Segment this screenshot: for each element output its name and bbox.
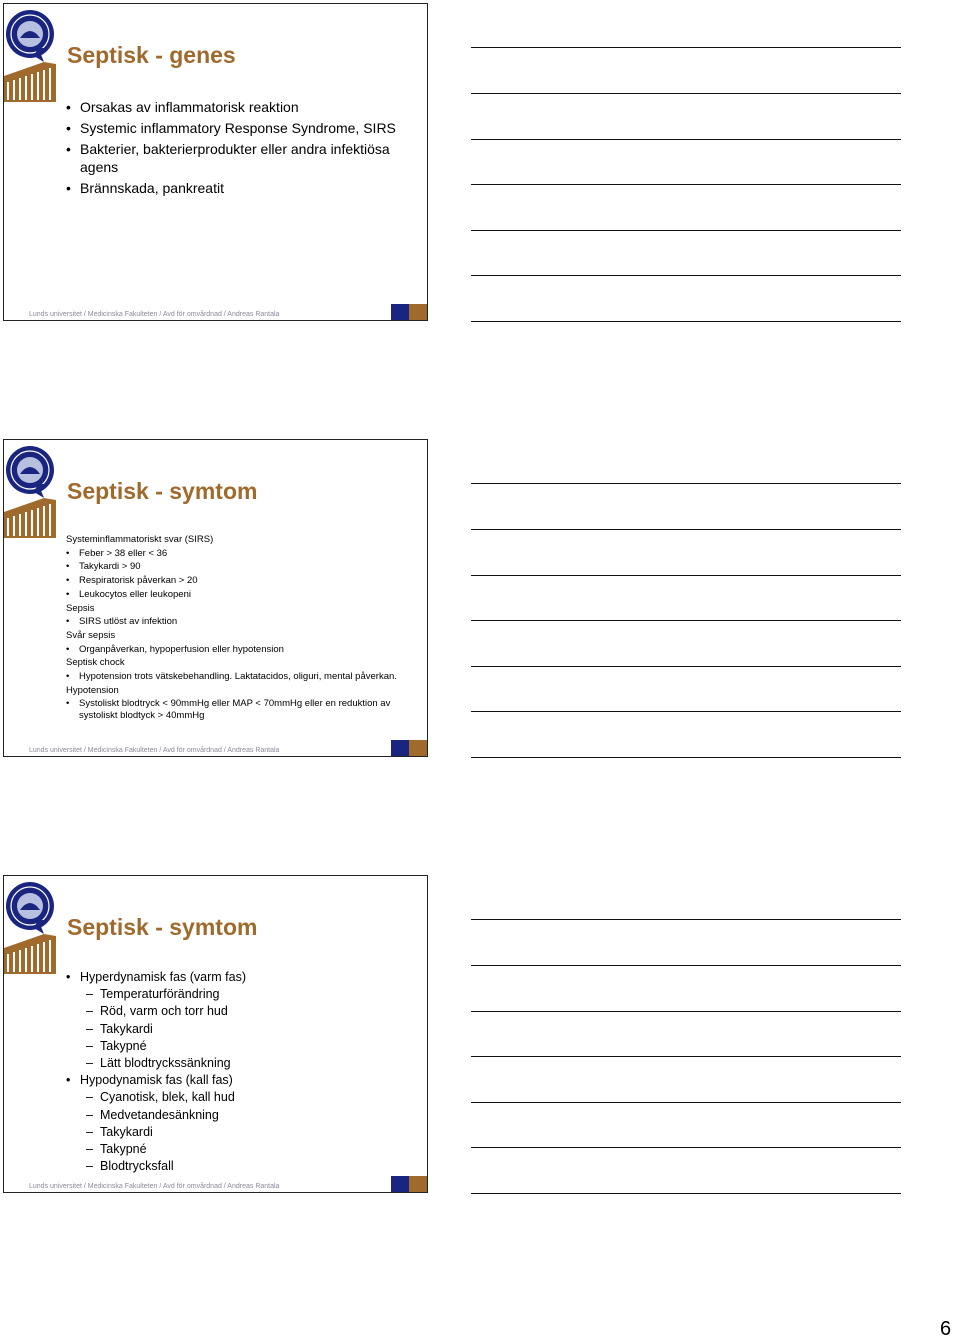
list-item: • Respiratorisk påverkan > 20 — [66, 575, 198, 587]
bullet-list — [66, 98, 411, 197]
slide-footer: Lunds universitet / Medicinska Fakulteten / Avd för omvårdnad / Andreas Rantala — [29, 747, 280, 754]
sub-list — [66, 1089, 411, 1175]
page-number: 6 — [940, 1318, 952, 1340]
section-heading: Systeminflammatoriskt svar (SIRS) — [66, 534, 214, 545]
list-item: • Orsakas av inflammatorisk reaktion — [66, 99, 299, 115]
university-seal-logo — [4, 440, 56, 540]
list-item: • Hypodynamisk fas (kall fas) — [66, 1073, 233, 1088]
slide-title: Septisk - symtom — [67, 914, 258, 940]
list-item: • Systoliskt blodtryck < 90mmHg eller MAP < 70mmHg eller en reduktion av systoliskt blodtyck > 40mmHg — [66, 698, 391, 721]
list-item: • SIRS utlöst av infektion — [66, 616, 178, 628]
sub-list-item: – Temperaturförändring — [86, 987, 220, 1002]
footer-color-blocks — [391, 740, 427, 756]
sub-list-item: – Cyanotisk, blek, kall hud — [86, 1090, 235, 1105]
sub-list-item: – Blodtrycksfall — [86, 1159, 174, 1174]
list-item: • Hypotension trots vätskebehandling. Laktatacidos, oliguri, mental påverkan. — [66, 671, 397, 683]
sub-list-item: – Röd, varm och torr hud — [86, 1004, 228, 1019]
slide-title: Septisk - genes — [67, 42, 236, 68]
list-item: • Bakterier, bakterierprodukter eller andra infektiösa agens — [66, 141, 390, 175]
slide-2 — [3, 439, 428, 757]
sub-list-item: – Takykardi — [86, 1124, 153, 1139]
list-item: • Organpåverkan, hypoperfusion eller hypotension — [66, 643, 284, 655]
sub-list-item: – Takypné — [86, 1142, 147, 1157]
list-item: • Brännskada, pankreatit — [66, 180, 224, 196]
section-heading: Hypotension — [66, 684, 119, 696]
slide-footer: Lunds universitet / Medicinska Fakulteten / Avd för omvårdnad / Andreas Rantala — [29, 1183, 280, 1190]
section-heading: Septisk chock — [66, 657, 125, 669]
slide-3 — [3, 875, 428, 1193]
footer-color-blocks — [391, 304, 427, 320]
list-item: • Feber > 38 eller < 36 — [66, 547, 168, 559]
university-seal-logo — [4, 4, 56, 104]
sub-list-item: – Lätt blodtryckssänkning — [86, 1056, 231, 1071]
slide-title: Septisk - symtom — [67, 478, 258, 504]
list-item: • Systemic inflammatory Response Syndrome, SIRS — [66, 120, 396, 136]
section-heading: Svår sepsis — [66, 629, 116, 641]
footer-color-blocks — [391, 1176, 427, 1192]
sub-list-item: – Takypné — [86, 1038, 147, 1053]
section-heading: Sepsis — [66, 602, 95, 614]
list-item: • Takykardi > 90 — [66, 561, 141, 573]
sub-list-item: – Medvetandesänkning — [86, 1107, 219, 1122]
university-seal-logo — [4, 876, 56, 976]
list-item: • Leukocytos eller leukopeni — [66, 588, 191, 600]
slide-1 — [3, 3, 428, 321]
sub-list — [66, 986, 411, 1072]
sub-list-item: – Takykardi — [86, 1021, 153, 1036]
slide-footer: Lunds universitet / Medicinska Fakulteten / Avd för omvårdnad / Andreas Rantala — [29, 311, 280, 318]
list-item: • Hyperdynamisk fas (varm fas) — [66, 970, 247, 984]
